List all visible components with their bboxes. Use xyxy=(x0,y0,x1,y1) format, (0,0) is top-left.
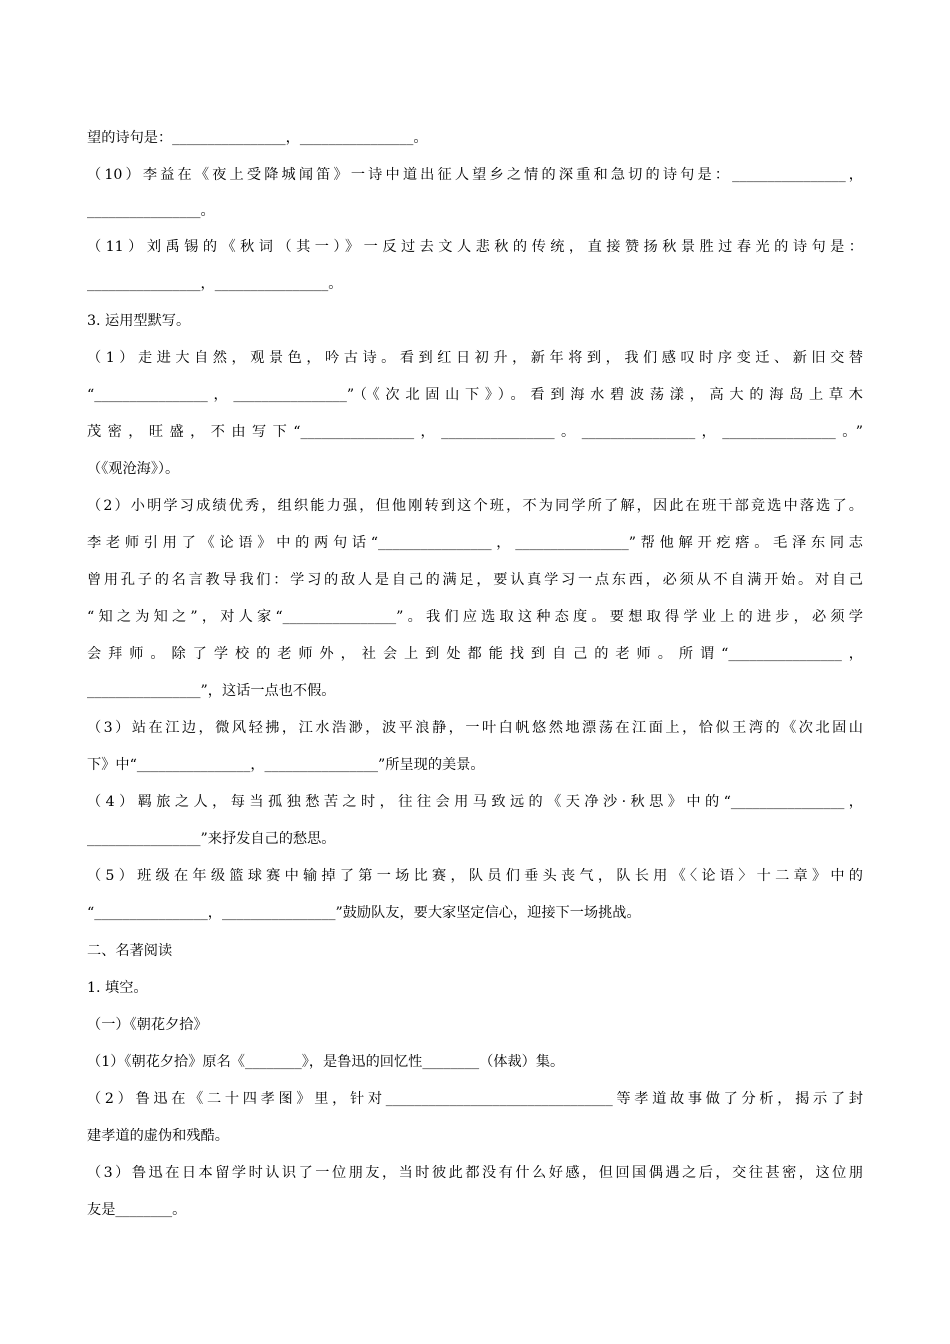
text-line: （11）刘禹锡的《秋词（其一）》一反过去文人悲秋的传统，直接赞扬秋景胜过春光的诗句是： xyxy=(87,239,863,255)
text-line: （4）羁旅之人，每当孤独愁苦之时，往往会用马致远的《天净沙·秋思》中的“________________， xyxy=(87,794,863,810)
text-line: （1）《朝花夕拾》原名《________》，是鲁迅的回忆性________（体裁）集。 xyxy=(87,1054,565,1070)
text-line: 望的诗句是：________________，________________。 xyxy=(87,130,428,146)
text-line: 友是________。 xyxy=(87,1202,187,1218)
text-line: “知之为知之”，对人家“________________”。我们应选取这种态度。要想取得学业上的进步，必须学 xyxy=(87,609,863,625)
section-heading: 3. 运用型默写。 xyxy=(87,313,191,329)
text-line: （3）站在江边，微风轻拂，江水浩渺，波平浪静，一叶白帆悠然地漂荡在江面上，恰似王湾的《次北固山 xyxy=(87,720,863,736)
text-line: ________________，________________。 xyxy=(87,276,343,292)
text-line: 建孝道的虚伪和残酷。 xyxy=(87,1128,229,1144)
text-line: （1）走进大自然，观景色，吟古诗。看到红日初升，新年将到，我们感叹时序变迁、新旧交替 xyxy=(87,350,863,366)
subsection-heading: （一）《朝花夕拾》 xyxy=(87,1017,208,1033)
text-line: “________________，________________”鼓励队友，要大家坚定信心，迎接下一场挑战。 xyxy=(87,905,641,921)
text-line: 下》中“________________，________________”所呈现的美景。 xyxy=(87,757,485,773)
text-line: 李老师引用了《论语》中的两句话“________________，________________”帮他解开疙瘩。毛泽东同志 xyxy=(87,535,863,551)
text-line: 会拜师。除了学校的老师外，社会上到处都能找到自己的老师。所谓“________________， xyxy=(87,646,863,662)
text-line: （《观沧海》）。 xyxy=(87,461,180,477)
text-line: （5）班级在年级篮球赛中输掉了第一场比赛，队员们垂头丧气，队长用《〈论语〉十二章》中的 xyxy=(87,868,863,884)
text-line: “________________，________________”（《次北固山下》）。看到海水碧波荡漾，高大的海岛上草木 xyxy=(87,387,863,403)
text-line: 茂密，旺盛，不由写下“________________，________________。________________，________________。” xyxy=(87,424,863,440)
text-line: ________________”来抒发自己的愁思。 xyxy=(87,831,336,847)
text-line: （2）鲁迅在《二十四孝图》里，针对________________________________等孝道故事做了分析，揭示了封 xyxy=(87,1091,863,1107)
text-line: ________________。 xyxy=(87,203,215,219)
section-heading: 二、名著阅读 xyxy=(87,943,173,959)
question-heading: 1. 填空。 xyxy=(87,980,148,996)
text-line: 曾用孔子的名言教导我们：学习的敌人是自己的满足，要认真学习一点东西，必须从不自满开始。对自己 xyxy=(87,572,863,588)
text-line: （10）李益在《夜上受降城闻笛》一诗中道出征人望乡之情的深重和急切的诗句是：________________， xyxy=(87,167,863,183)
text-line: （2）小明学习成绩优秀，组织能力强，但他刚转到这个班，不为同学所了解，因此在班干部竞选中落选了。 xyxy=(87,498,863,514)
text-line: （3）鲁迅在日本留学时认识了一位朋友，当时彼此都没有什么好感，但回国偶遇之后，交往甚密，这位朋 xyxy=(87,1165,863,1181)
text-line: ________________”，这话一点也不假。 xyxy=(87,683,336,699)
